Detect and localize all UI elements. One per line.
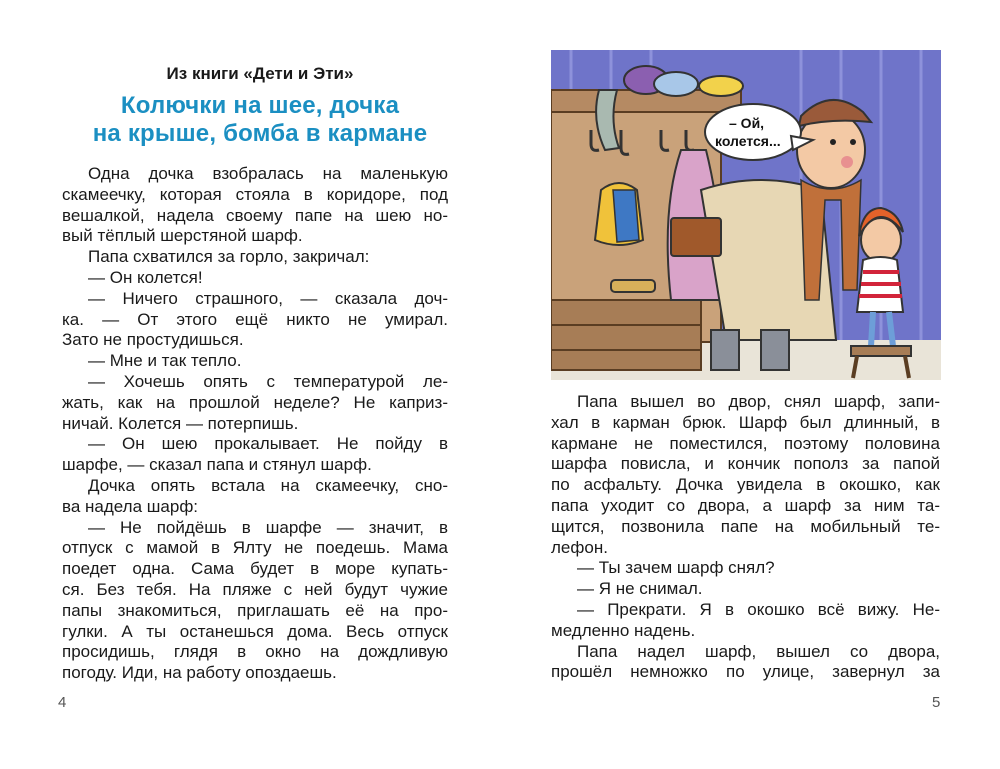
text-line: — Он шею прокалывает. Не пойду в [88, 434, 448, 454]
text-line: гулки. А ты останешься дома. Весь отпуск [62, 621, 448, 641]
dad-leg [711, 330, 739, 370]
book-source: Из книги «Дети и Эти» [166, 64, 354, 83]
text-line: жать, как на прошлой неделе? Не каприз- [62, 392, 448, 412]
text-line: — Хочешь опять с температурой ле- [88, 371, 448, 391]
story-title-line: на крыше, бомба в кармане [92, 120, 428, 147]
text-line: вый тёплый шерстяной шарф. [62, 226, 303, 246]
text-line: кармане не поместился, поэтому половина [551, 433, 940, 453]
story-title-line: Колючки на шее, дочка [120, 92, 400, 119]
text-line: Зато не простудишься. [62, 330, 244, 350]
dad-leg [761, 330, 789, 370]
cabinet [551, 300, 701, 370]
shoe-brush [611, 280, 655, 292]
text-line: Папа вышел во двор, снял шарф, запи- [577, 392, 940, 411]
hat-blue [654, 72, 698, 96]
story-illustration [551, 50, 941, 380]
illustration-svg [551, 50, 941, 380]
text-line: прошёл немножко по улице, завернул за [551, 662, 940, 682]
girl-leg [889, 312, 893, 346]
text-line: — Мне и так тепло. [88, 351, 242, 371]
text-line: медленно надень. [551, 620, 696, 640]
text-line: — Ты зачем шарф снял? [577, 558, 775, 578]
text-line: щится, позвонила папе на мобильный те- [551, 516, 940, 536]
text-line: по асфальту. Дочка увидела в окошко, как [551, 475, 940, 495]
text-line: шарфа повисла, и кончик пополз за папой [551, 454, 940, 474]
speech-bubble [705, 104, 801, 160]
text-line: — Не пойдёшь в шарфе — значит, в [88, 517, 448, 537]
page-number-left: 4 [58, 694, 67, 711]
text-line: вешалкой, надела своему папе на шею но- [62, 205, 448, 225]
text-line: — Я не снимал. [577, 579, 703, 599]
text-line: поедет одна. Сама будет в море купать- [62, 559, 448, 579]
speech-bubble-line: – Ой, [729, 115, 765, 131]
page-number-right: 5 [932, 694, 941, 711]
text-line: ничай. Колется — потерпишь. [62, 413, 299, 433]
text-line: шарфе, — сказал папа и стянул шарф. [62, 455, 372, 475]
text-line: — Прекрати. Я в окошко всё вижу. Не- [577, 599, 940, 619]
text-line: — Он колется! [88, 267, 203, 287]
text-line: скамеечку, которая стояла в коридоре, под [62, 184, 448, 204]
speech-bubble-line: колется... [715, 133, 781, 149]
text-line: папы знакомиться, приглашать её на про- [62, 600, 448, 620]
text-line: просидишь, глядя в окно на дождливую [62, 642, 448, 662]
text-line: отпуск с мамой в Ялту не поедешь. Мама [62, 538, 448, 558]
text-line: Дочка опять встала на скамеечку, сно- [88, 475, 448, 495]
text-line: ся. Без тебя. На пляже с ней будут чужие [62, 579, 448, 599]
text-line: ка. — От этого ещё никто не умирал. [62, 309, 448, 329]
text-line: Одна дочка взобралась на маленькую [88, 164, 448, 183]
text-line: погоду. Иди, на работу опоздаешь. [62, 663, 337, 683]
stool [851, 346, 911, 356]
text-line: лефон. [551, 537, 608, 557]
text-line: хал в карман брюк. Шарф был длинный, в [551, 412, 940, 432]
right-body-text [551, 392, 940, 683]
text-line: папа уходит со двора, а шарф за ним та- [551, 495, 940, 515]
text-line: — Ничего страшного, — сказала доч- [88, 288, 448, 308]
text-line: ва надела шарф: [62, 496, 199, 516]
text-line: Папа схватился за горло, закричал: [88, 247, 370, 267]
left-body-text [62, 164, 448, 684]
text-line: Папа надел шарф, вышел со двора, [577, 641, 940, 661]
girl-leg [871, 312, 873, 346]
briefcase [671, 218, 721, 256]
story-title [60, 92, 460, 148]
hat-yellow [699, 76, 743, 96]
